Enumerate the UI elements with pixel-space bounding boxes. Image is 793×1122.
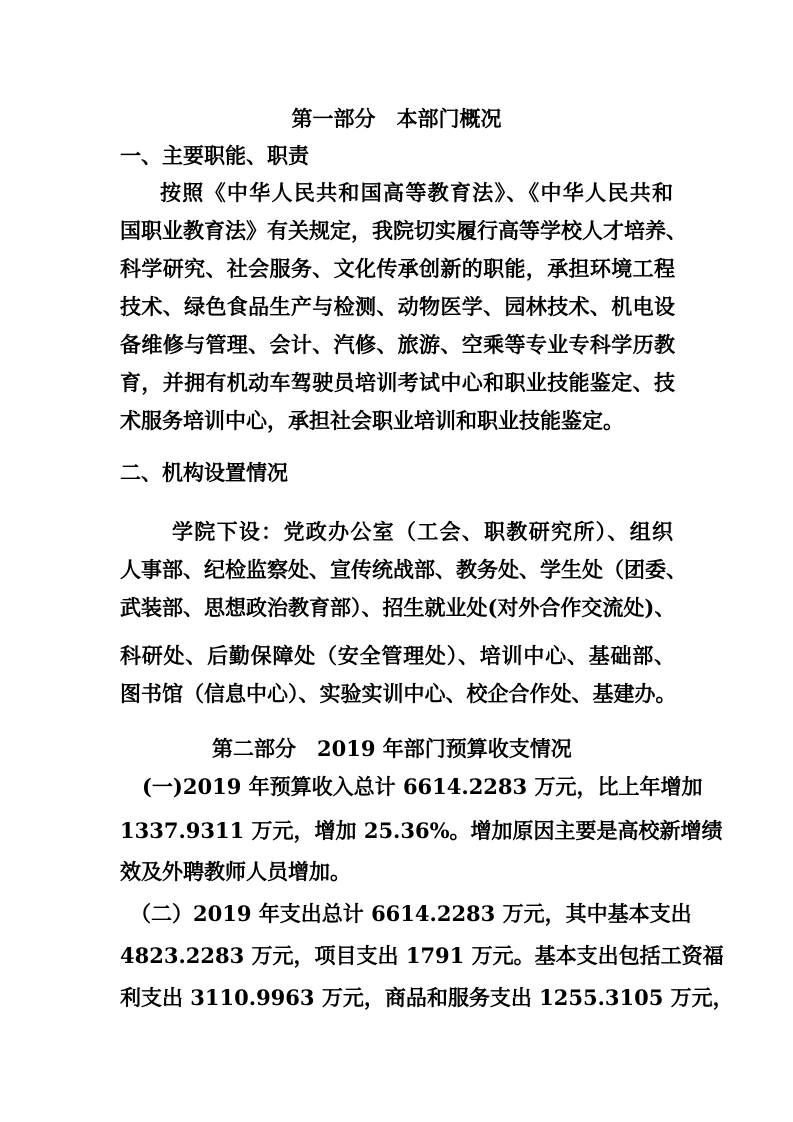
section1-heading: 一、主要职能、职责 (120, 143, 309, 168)
section2-heading: 二、机构设置情况 (120, 460, 288, 485)
part1-title: 第一部分 本部门概况 (291, 106, 502, 131)
section1-paragraph-line: 国职业教育法》有关规定，我院切实履行高等学校人才培养、 (120, 218, 687, 243)
part2-title: 第二部分 2019 年部门预算收支情况 (212, 736, 572, 761)
section1-paragraph-line: 技术、绿色食品生产与检测、动物医学、园林技术、机电设 (120, 294, 675, 319)
section2-paragraph-line: 人事部、纪检监察处、宣传统战部、教务处、学生处（团委、 (120, 557, 687, 582)
budget-expense-line: 4823.2283 万元，项目支出 1791 万元。基本支出包括工资福 (120, 943, 724, 968)
section1-paragraph-line: 育，并拥有机动车驾驶员培训考试中心和职业技能鉴定、技 (120, 370, 675, 395)
section2-paragraph-line: 学院下设：党政办公室（工会、职教研究所）、组织 (172, 519, 673, 544)
section1-paragraph-line: 按照《中华人民共和国高等教育法》、《中华人民共和 (160, 180, 673, 205)
section1-paragraph-line: 术服务培训中心，承担社会职业培训和职业技能鉴定。 (120, 408, 624, 433)
budget-income-line: 1337.9311 万元，增加 25.36%。增加原因主要是高校新增绩 (120, 818, 723, 843)
section1-paragraph-line: 科学研究、社会服务、文化传承创新的职能，承担环境工程 (120, 256, 675, 281)
budget-expense-line: （二）2019 年支出总计 6614.2283 万元，其中基本支出 (130, 901, 692, 926)
budget-expense-line: 利支出 3110.9963 万元，商品和服务支出 1255.3105 万元， (120, 985, 734, 1010)
section1-paragraph-line: 备维修与管理、会计、汽修、旅游、空乘等专业专科学历教 (120, 332, 675, 357)
budget-income-line: (一)2019 年预算收入总计 6614.2283 万元，比上年增加 (142, 774, 703, 799)
section2-paragraph-line: 图书馆（信息中心）、实验实训中心、校企合作处、基建办。 (120, 681, 677, 706)
section2-paragraph-line: 武装部、思想政治教育部）、招生就业处(对外合作交流处)、 (120, 595, 676, 620)
section2-paragraph-line: 科研处、后勤保障处（安全管理处）、培训中心、基础部、 (120, 643, 675, 668)
budget-income-line: 效及外聘教师人员增加。 (120, 859, 351, 884)
